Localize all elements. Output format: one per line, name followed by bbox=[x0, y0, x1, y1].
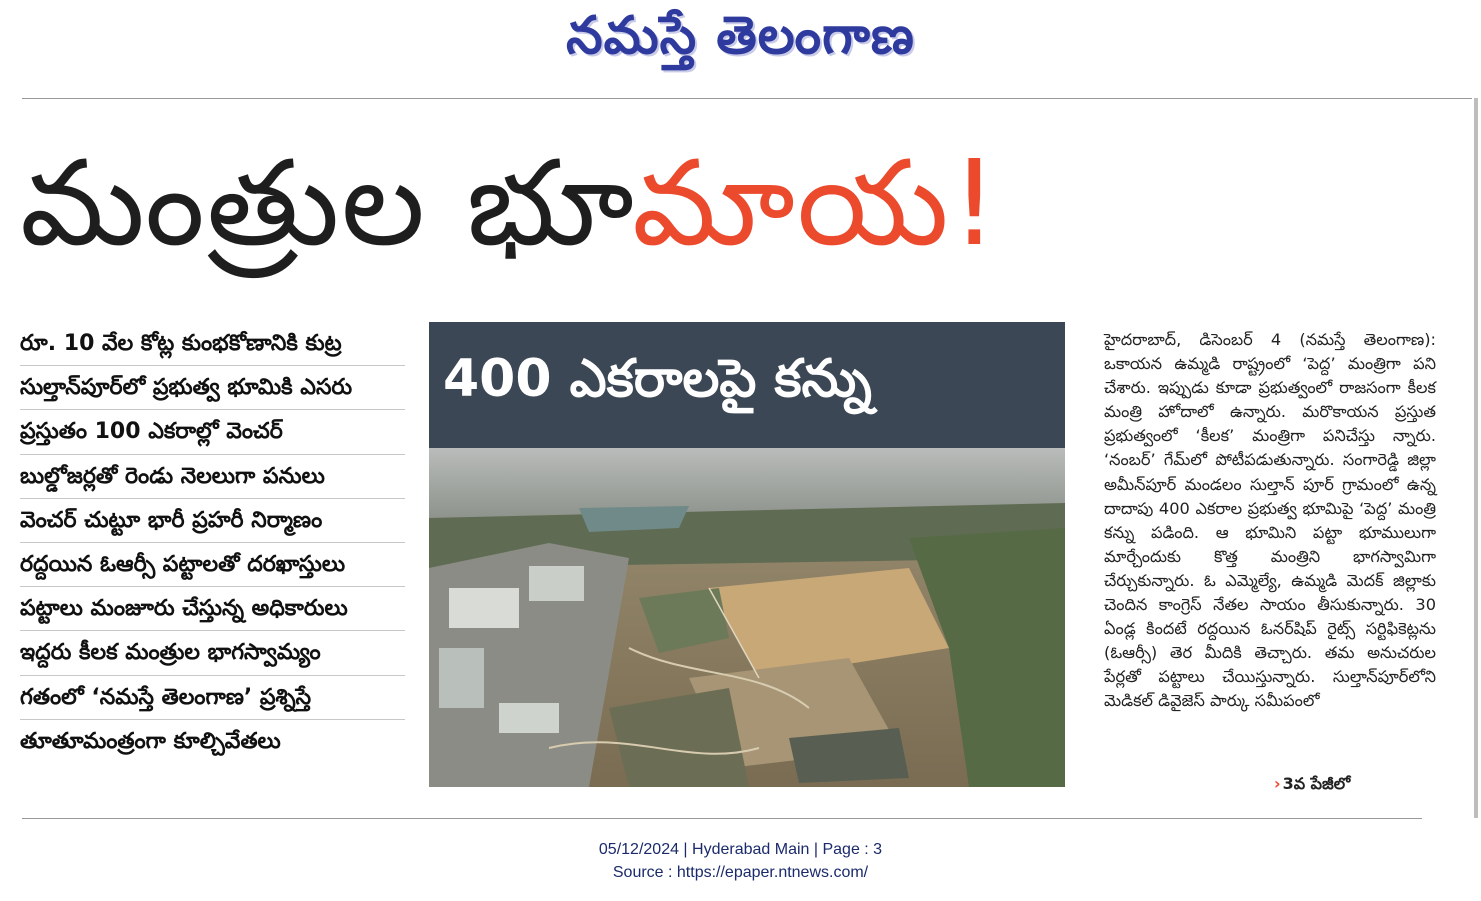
key-point: రూ. 10 వేల కోట్ల కుంభకోణానికి కుట్ర bbox=[20, 322, 405, 366]
headline-part-1: మంత్రుల భూ bbox=[20, 134, 633, 272]
key-point: పట్టాలు మంజూరు చేస్తున్న అధికారులు bbox=[20, 587, 405, 631]
key-point: వెంచర్ చుట్టూ భారీ ప్రహరీ నిర్మాణం bbox=[20, 499, 405, 543]
newspaper-logo: నమస్తే తెలంగాణ bbox=[566, 6, 915, 66]
page-footer bbox=[0, 838, 1481, 884]
key-point: సుల్తాన్‌పూర్‌లో ప్రభుత్వ భూమికి ఎసరు bbox=[20, 366, 405, 410]
key-point: రద్దయిన ఓఆర్సీ పట్టాలతో దరఖాస్తులు bbox=[20, 543, 405, 587]
key-point: బుల్డోజర్లతో రెండు నెలలుగా పనులు bbox=[20, 455, 405, 499]
masthead bbox=[0, 6, 1481, 79]
aerial-land-photo bbox=[429, 448, 1065, 787]
article-body: హైదరాబాద్, డిసెంబర్ 4 (నమస్తే తెలంగాణ): ఒకాయన ఉమ్మడి రాష్ట్రంలో ‘పెద్ద’ మంత్రిగా పని చేశారు. ఇప్పుడు కూడా ప్రభుత్వంలో రాజసంగా కీలక మంత్రి హోదాలో ఉన్నారు. మరొకాయన ప్రస్తుత ప్రభుత్వంలో ‘కీలక’ మంత్రిగా పనిచేస్తు న్నారు. ‘నంబర్’ గేమ్‌లో పోటీపడుతున్నారు. సంగారెడ్డి జిల్లా అమీన్‌పూర్ మండలం సుల్తాన్ పూర్ గ్రామంలో ఉన్న దాదాపు 400 ఎకరాల ప్రభుత్వ భూమిపై ‘పెద్ద’ మంత్రి కన్ను పడింది. ఆ భూమిని పట్టా భూములుగా మార్చేందుకు కొత్త మంత్రిని భాగస్వామిగా చేర్చుకున్నారు. ఓ ఎమ్మెల్యే, ఉమ్మడి మెదక్ జిల్లాకు చెందిన కాంగ్రెస్ నేతల సాయం తీసుకున్నారు. 30 ఏండ్ల కిందటే రద్దయిన ఓనర్‌షిప్ రైట్స్ సర్టిఫికెట్లను (ఓఆర్సీ) తెర మీదికి తెచ్చారు. తమ అనుచరుల పేర్లతో పట్టాలు చేయిస్తున్నారు. సుల్తాన్‌పూర్‌లోని మెడికల్ డివైజెస్ పార్కు సమీపంలో bbox=[1104, 330, 1436, 711]
footer-edition-info: 05/12/2024 | Hyderabad Main | Page : 3 bbox=[598, 841, 883, 858]
right-margin-bar bbox=[1474, 98, 1478, 818]
continued-label: 3వ పేజీలో bbox=[1282, 774, 1351, 793]
photo-caption-heading: 400 ఎకరాలపై కన్ను bbox=[429, 322, 1065, 448]
headline-part-2: మాయ! bbox=[632, 134, 1000, 272]
continued-on-page[interactable] bbox=[1274, 774, 1350, 797]
key-point: ప్రస్తుతం 100 ఎకరాల్లో వెంచర్ bbox=[20, 410, 405, 454]
photo-block bbox=[429, 322, 1065, 787]
key-point: తూతూమంత్రంగా కూల్చివేతలు bbox=[20, 728, 281, 754]
top-divider bbox=[22, 98, 1472, 99]
key-points-list bbox=[20, 322, 405, 764]
arrow-icon: › bbox=[1274, 774, 1281, 793]
main-headline bbox=[20, 118, 1460, 298]
footer-source: Source : https://epaper.ntnews.com/ bbox=[612, 864, 869, 881]
key-point: ఇద్దరు కీలక మంత్రుల భాగస్వామ్యం bbox=[20, 631, 405, 675]
key-point: గతంలో ‘నమస్తే తెలంగాణ’ ప్రశ్నిస్తే bbox=[20, 676, 405, 720]
bottom-divider bbox=[22, 818, 1422, 819]
